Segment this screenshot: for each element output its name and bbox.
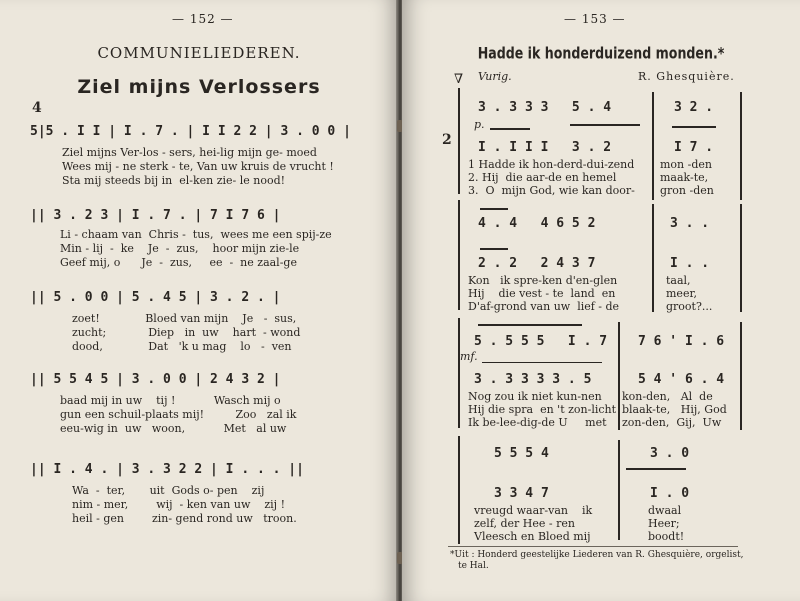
- footnote-rule: [448, 546, 738, 547]
- key-mark-right: 2: [442, 132, 452, 148]
- s4-lyric-right-1: dwaal: [648, 504, 682, 517]
- s1-lyric-verse-2: 2. Hij die aar-de en hemel: [468, 171, 617, 184]
- system-2-mid-bar: [652, 204, 654, 312]
- s3-lyric-verse-2: Hij die spra en 't zon-licht: [468, 403, 617, 416]
- s3-lyric-verse-3: Ik be-lee-dig-de U met: [468, 416, 607, 429]
- tempo-marking: Vurig.: [478, 70, 512, 83]
- s4-lower-notes: 3 3 4 7: [494, 486, 549, 501]
- s2-lower-notes: 2 . 2 2 4 3 7: [478, 256, 596, 271]
- s4-lyric-verse-2: zelf, der Hee - ren: [474, 517, 575, 530]
- lyric-row-2-verse-1: Li - chaam van Chris - tus, wees me een spij-ze: [60, 228, 332, 241]
- system-1-mid-bar: [652, 92, 654, 200]
- lyric-row-3-verse-3: dood, Dat 'k u mag lo - ven: [72, 340, 292, 353]
- s4-upper-notes: 5 5 5 4: [494, 446, 549, 461]
- s1-lyric-verse-1: 1 Hadde ik hon-derd-dui-zend: [468, 158, 635, 171]
- section-heading: COMMUNIELIEDEREN.: [97, 44, 301, 62]
- s3-lyric-right-1: kon-den, Al de: [622, 390, 713, 403]
- s2-lyric-right-3: groot?...: [666, 300, 713, 313]
- song-title-left: Ziel mijns Verlossers: [77, 76, 321, 98]
- s3-lower-notes-right: 5 4 ' 6 . 4: [638, 372, 725, 387]
- right-page: [402, 0, 800, 601]
- key-mark-left: 4: [32, 100, 42, 116]
- system-3-mid-bar: [618, 322, 620, 430]
- s4-lower-notes-right: I . 0: [650, 486, 690, 501]
- s4-lyric-verse-3: Vleesch en Bloed mij: [474, 530, 591, 543]
- s1-slur-a: [490, 128, 530, 130]
- notes-row-4: || 5 5 4 5 | 3 . 0 0 | 2 4 3 2 |: [30, 372, 281, 387]
- lyric-row-4-verse-1: baad mij in uw tij ! Wasch mij o: [60, 394, 281, 407]
- s1-cresc: [570, 124, 640, 126]
- system-4-left-bar: [458, 436, 460, 544]
- notes-row-1: 5|5 . I I | I . 7 . | I I 2 2 | 3 . 0 0 |: [30, 124, 351, 139]
- left-page: [0, 0, 398, 601]
- s2-lyric-verse-3: D'af-grond van uw lief - de: [468, 300, 620, 313]
- system-2-left-bar: [458, 200, 460, 310]
- lyric-row-3-verse-1: zoet! Bloed van mijn Je - sus,: [72, 312, 297, 325]
- s3-upper-notes-right: 7 6 ' I . 6: [638, 334, 725, 349]
- s3-lower-notes: 3 . 3 3 3 3 . 5: [474, 372, 592, 387]
- system-2-right-bar: [740, 204, 742, 312]
- s1-cresc-right: [672, 126, 716, 128]
- system-1-left-bar: [458, 88, 460, 194]
- s2-beam-lower: [480, 248, 508, 250]
- footnote-line-1: *Uit : Honderd geestelijke Liederen van R. Ghesquière, orgelist,: [450, 550, 744, 560]
- dynamic-p: p.: [474, 118, 485, 131]
- lyric-row-1-verse-2: Wees mij - ne sterk - te, Van uw kruis de vrucht !: [62, 160, 334, 173]
- time-signature-mark: ∇: [454, 72, 464, 87]
- s1-lyric-right-3: gron -den: [660, 184, 714, 197]
- lyric-row-4-verse-2: gun een schuil-plaats mij! Zoo zal ik: [60, 408, 297, 421]
- system-3-right-bar: [740, 322, 742, 430]
- s2-lyric-verse-2: Hij die vest - te land en: [468, 287, 616, 300]
- s2-lyric-right-1: taal,: [666, 274, 691, 287]
- lyric-row-1-verse-3: Sta mij steeds bij in el-ken zie- le nood!: [62, 174, 286, 187]
- s3-cresc-line: [482, 362, 602, 363]
- s4-lyric-verse-1: vreugd waar-van ik: [474, 504, 593, 517]
- s1-lyric-verse-3: 3. O mijn God, wie kan door-: [468, 184, 635, 197]
- system-4-mid-bar: [618, 440, 620, 540]
- lyric-row-2-verse-2: Min - lij - ke Je - zus, hoor mijn zie-le: [60, 242, 300, 255]
- lyric-row-5-verse-2: nim - mer, wij - ken van uw zij !: [72, 498, 285, 511]
- s2-upper-notes: 4 . 4 4 6 5 2: [478, 216, 596, 231]
- page-number-153: — 153 —: [564, 12, 626, 26]
- s3-beam: [478, 324, 582, 326]
- s3-lyric-right-2: blaak-te, Hij, God: [622, 403, 727, 416]
- s2-upper-notes-right: 3 . .: [670, 216, 710, 231]
- notes-row-3: || 5 . 0 0 | 5 . 4 5 | 3 . 2 . |: [30, 290, 281, 305]
- s2-lower-notes-right: I . .: [670, 256, 710, 271]
- s2-lyric-right-2: meer,: [666, 287, 697, 300]
- s2-beam: [480, 208, 508, 210]
- s1-upper-notes-right: 3 2 .: [674, 100, 714, 115]
- s2-lyric-verse-1: Kon ik spre-ken d'en-glen: [468, 274, 618, 287]
- s3-upper-notes: 5 . 5 5 5 I . 7: [474, 334, 608, 349]
- page-number-152: — 152 —: [172, 12, 234, 26]
- s1-lyric-right-1: mon -den: [660, 158, 712, 171]
- s1-lower-notes: I . I I I 3 . 2: [478, 140, 612, 155]
- s4-cresc: [626, 468, 686, 470]
- notes-row-2: || 3 . 2 3 | I . 7 . | 7 I 7 6 |: [30, 208, 281, 223]
- lyric-row-2-verse-3: Geef mij, o Je - zus, ee - ne zaal-ge: [60, 256, 297, 269]
- s1-lyric-right-2: maak-te,: [660, 171, 709, 184]
- s4-lyric-right-3: boodt!: [648, 530, 685, 543]
- s4-lyric-right-2: Heer;: [648, 517, 680, 530]
- s3-lyric-verse-1: Nog zou ik niet kun-nen: [468, 390, 602, 403]
- lyric-row-5-verse-3: heil - gen zin- gend rond uw troon.: [72, 512, 297, 525]
- composer-name: R. Ghesquière.: [638, 70, 735, 83]
- lyric-row-4-verse-3: eeu-wig in uw woon, Met al uw: [60, 422, 287, 435]
- footnote-line-2: te Hal.: [458, 561, 489, 571]
- song-title-right: Hadde ik honderduizend monden.*: [477, 44, 725, 64]
- system-3-left-bar: [458, 318, 460, 428]
- lyric-row-1-verse-1: Ziel mijns Ver-los - sers, hei-lig mijn ge- moed: [62, 146, 317, 159]
- lyric-row-5-verse-1: Wa - ter, uit Gods o- pen zij: [72, 484, 265, 497]
- notes-row-5: || I . 4 . | 3 . 3 2 2 | I . . . ||: [30, 462, 304, 477]
- s3-lyric-right-3: zon-den, Gij, Uw: [622, 416, 722, 429]
- dynamic-mf: mf.: [460, 350, 478, 363]
- s1-upper-notes: 3 . 3 3 3 5 . 4: [478, 100, 612, 115]
- lyric-row-3-verse-2: zucht; Diep in uw hart - wond: [72, 326, 301, 339]
- s4-upper-notes-right: 3 . 0: [650, 446, 690, 461]
- s1-lower-notes-right: I 7 .: [674, 140, 714, 155]
- system-1-right-bar: [740, 92, 742, 200]
